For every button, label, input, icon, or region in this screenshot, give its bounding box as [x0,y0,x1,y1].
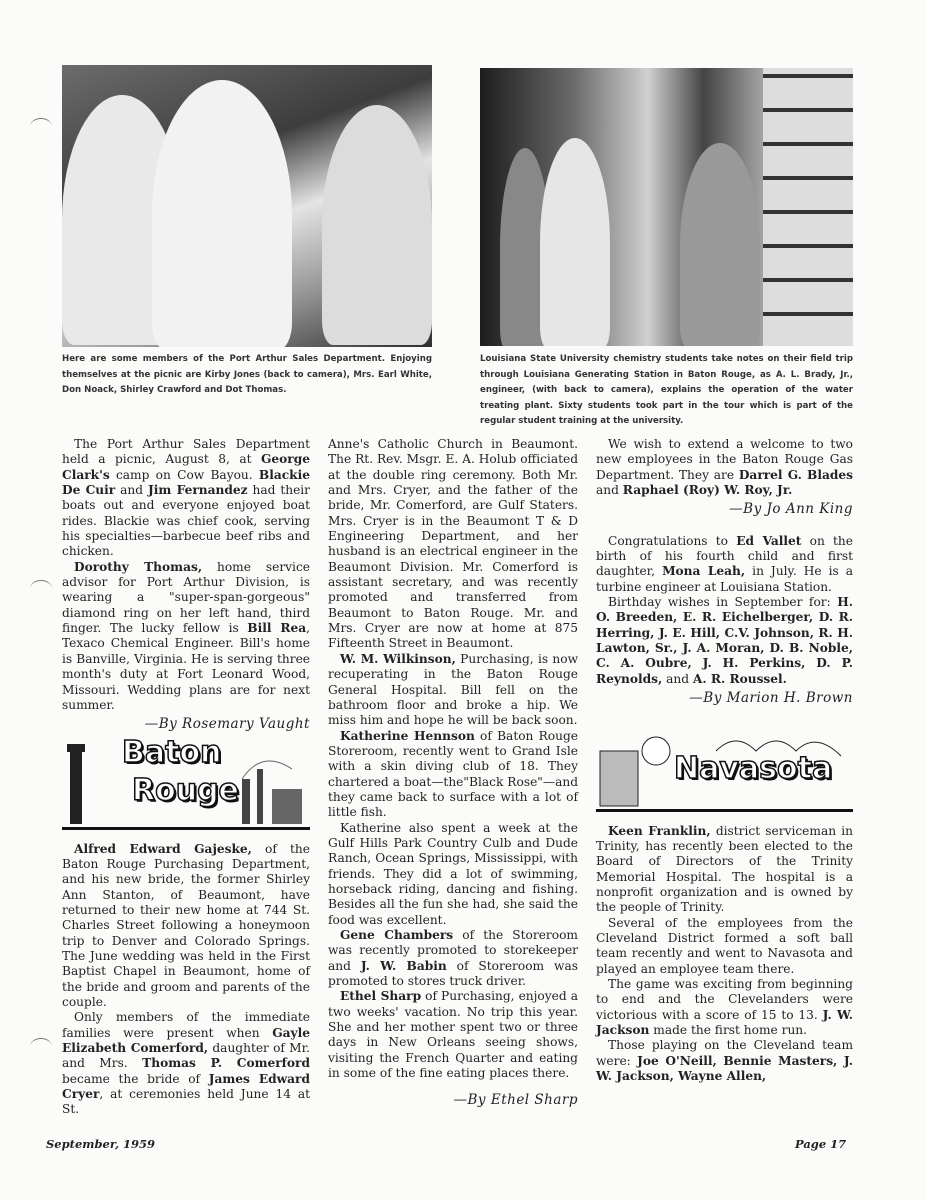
text-run: and [662,671,693,686]
article-paragraph [596,824,853,916]
page-number: Page 17 [795,1137,847,1151]
name-highlight: Thomas P. Comerford [142,1056,310,1071]
binder-hole-mark [30,1038,52,1055]
text-run: , at ceremonies held June 14 at St. [62,1087,310,1117]
byline: —By Jo Ann King [729,501,853,518]
text-run: Anne's Catholic Church in Beaumont. The Rt. Rev. Msgr. E. A. Holub officiated at the double ring ceremony. Both Mr. and Mrs. Cryer, and the father of the bride, Mr. Comerford, are Gulf Staters. Mrs. Cryer is in the Beaumont T & D Engineering Department, and her husband is an electrical engineer in the Beaumont Division. Mr. Comerford is assistant secretary, and was recently promoted and transferred from Beaumont to Baton Rouge. Mr. and Mrs. Cryer are now at home at 875 Fifteenth Street in Beaumont. [328,437,578,651]
name-highlight: W. M. Wilkinson, [340,651,456,666]
logo-word-baton: Baton [122,734,222,770]
photo-picnic [62,65,432,347]
text-run: Only members of the immediate families were present when [62,1010,310,1040]
text-run: and [115,483,148,498]
name-highlight: George Clark's [62,452,310,482]
article-paragraph [596,916,853,977]
text-run: Katherine also spent a week at the Gulf Hills Park Country Culb and Dude Ranch, Ocean Springs, Mississippi, with friends. They did a lot of swimming, horseback riding, dancing and fishing. Besides all the fun she had, she said the food was excellent. [328,820,578,927]
text-run: daughter of Mr. and Mrs. [62,1041,310,1071]
name-highlight: Dorothy Thomas, [74,559,203,574]
binder-hole-mark [30,118,52,135]
column-3 [596,437,853,1084]
photo-generating-station [480,68,853,346]
text-run: home service advisor for Port Arthur Division, is wearing a "super-span-gorgeous" diamond ring on her left hand, third finger. The lucky fellow is [62,559,310,636]
name-highlight: A. R. Roussel. [692,671,787,686]
name-highlight: Blackie De Cuir [62,467,310,498]
text-run: Several of the employees from the Cleveland District formed a soft ball team recently and went to Navasota and played an employee team there. [596,915,853,976]
column-1 [62,437,310,1118]
name-highlight: Ethel Sharp [340,989,422,1004]
article-paragraph [596,1038,853,1084]
name-highlight: Darrel G. Blades [738,467,854,482]
text-run: and [596,483,623,498]
article-paragraph [596,595,853,687]
name-highlight: Raphael (Roy) W. Roy, Jr. [622,483,793,498]
photo-caption-right: Louisiana State University chemistry students take notes on their field trip through Louisiana Generating Station in Baton Rouge, as A. L. Brady, Jr., engineer, (with back to camera), explains the operation of the water treating plant. Sixty students took part in the tour which is part of the regular student training at the university. [480,354,853,426]
name-highlight: Ed Vallet [736,533,802,548]
text-run: Birthday wishes in September for: [608,595,838,610]
text-run: made the first home run. [649,1022,808,1037]
name-highlight: Katherine Hennson [340,728,475,743]
binder-hole-mark [30,580,52,597]
name-highlight: Joe O'Neill, Bennie Masters, J. W. Jackson, Wayne Allen, [596,1053,853,1083]
text-run: became the bride of [62,1071,209,1086]
byline: —By Ethel Sharp [453,1092,578,1109]
name-highlight: Keen Franklin, [608,823,711,838]
article-paragraph [328,652,578,729]
name-highlight: Gene Chambers [340,928,454,942]
column-2 [328,437,578,1113]
byline: —By Rosemary Vaught [144,716,310,733]
baton-rouge-section-logo [62,734,310,830]
article-paragraph [62,842,310,1011]
name-highlight: Gayle Elizabeth Comerford, [62,1025,310,1055]
text-run: district serviceman in Trinity, has recently been elected to the Board of Directors of the Trinity Memorial Hospital. The hospital is a nonprofit organization and is owned by the people of Trinity. [596,823,853,915]
text-run: Purchasing, is now recuperating in the Baton Rouge General Hospital. Bill fell on the bathroom floor and broke a hip. We miss him and hope he will be back soon. [328,651,579,728]
article-paragraph [596,437,853,498]
name-highlight: James Edward Cryer [62,1071,310,1102]
text-run: of Storeroom was promoted to stores truck driver. [328,958,578,989]
photo-caption-left: Here are some members of the Port Arthur Sales Department. Enjoying themselves at the picnic are Kirby Jones (back to camera), Mrs. Earl White, Don Noack, Shirley Crawford and Dot Thomas. [62,354,432,395]
article-paragraph [328,729,578,821]
issue-date: September, 1959 [46,1137,156,1151]
name-highlight: Alfred Edward Gajeske, [74,841,252,856]
text-run: We wish to extend a welcome to two new employees in the Baton Rouge Gas Department. They are [596,437,853,482]
article-paragraph [328,437,578,652]
text-run: camp on Cow Bayou. [109,467,259,482]
text-run: of the Storeroom was recently promoted to storekeeper and [328,928,578,973]
byline: —By Marion H. Brown [689,690,853,707]
text-run: of Purchasing, enjoyed a two weeks' vacation. No trip this year. She and her mother spent two or three days in New Orleans seeing shows, visiting the French Quarter and eating in some of the fine eating places there. [328,989,578,1081]
text-run: The game was exciting from beginning to end and the Clevelanders were victorious with a score of 15 to 13. [596,976,853,1022]
text-run: of Baton Rouge Storeroom, recently went to Grand Isle with a skin diving club of 18. They chartered a boat—the"Black Rose"—and they came back to surface with a lot of little fish. [328,728,578,820]
article-paragraph [62,437,310,560]
article-paragraph [328,989,578,1081]
text-run: in July. He is a turbine engineer at Louisiana Station. [596,564,853,594]
name-highlight: H. O. Breeden, E. R. Eichelberger, D. R. Herring, J. E. Hill, C.V. Johnson, R. H. Lawton, Sr., J. A. Moran, D. B. Noble, C. A. Oubre, J. H. Perkins, D. P. Reynolds, [596,595,853,686]
text-run: The Port Arthur Sales Department held a picnic, August 8, at [62,437,310,467]
name-highlight: Jim Fernandez [148,483,248,498]
article-paragraph [596,977,853,1038]
logo-word-navasota: Navasota [674,750,833,786]
article-paragraph [596,534,853,595]
name-highlight: Bill Rea [247,621,307,636]
logo-word-rouge: Rouge [132,772,239,808]
article-paragraph [62,560,310,713]
text-run: Congratulations to [608,533,737,548]
text-run: of the Baton Rouge Purchasing Department, and his new bride, the former Shirley Ann Stanton, of Beaumont, have returned to their new home at 744 St. Charles Street following a honeymoon trip to Denver and Colorado Springs. The June wedding was held in the First Baptist Chapel in Beaumont, home of the bride and groom and parents of the couple. [62,841,310,1009]
navasota-section-logo [596,721,853,812]
article-paragraph [62,1010,310,1117]
text-run: Those playing on the Cleveland team were: [596,1038,853,1068]
name-highlight: J. W. Babin [360,958,447,973]
text-run: on the birth of his fourth child and first daughter, [596,533,853,579]
name-highlight: J. W. Jackson [596,1007,853,1037]
article-paragraph [328,821,578,928]
article-paragraph [328,928,578,989]
text-run: had their boats out and everyone enjoyed boat rides. Blackie was chief cook, serving his specialties—barbecue beef ribs and chicken. [62,483,310,559]
name-highlight: Mona Leah, [662,564,746,579]
text-run: , Texaco Chemical Engineer. Bill's home is Banville, Virginia. He is serving three month's duty at Fort Leonard Wood, Missouri. Wedding plans are for next summer. [62,621,311,712]
